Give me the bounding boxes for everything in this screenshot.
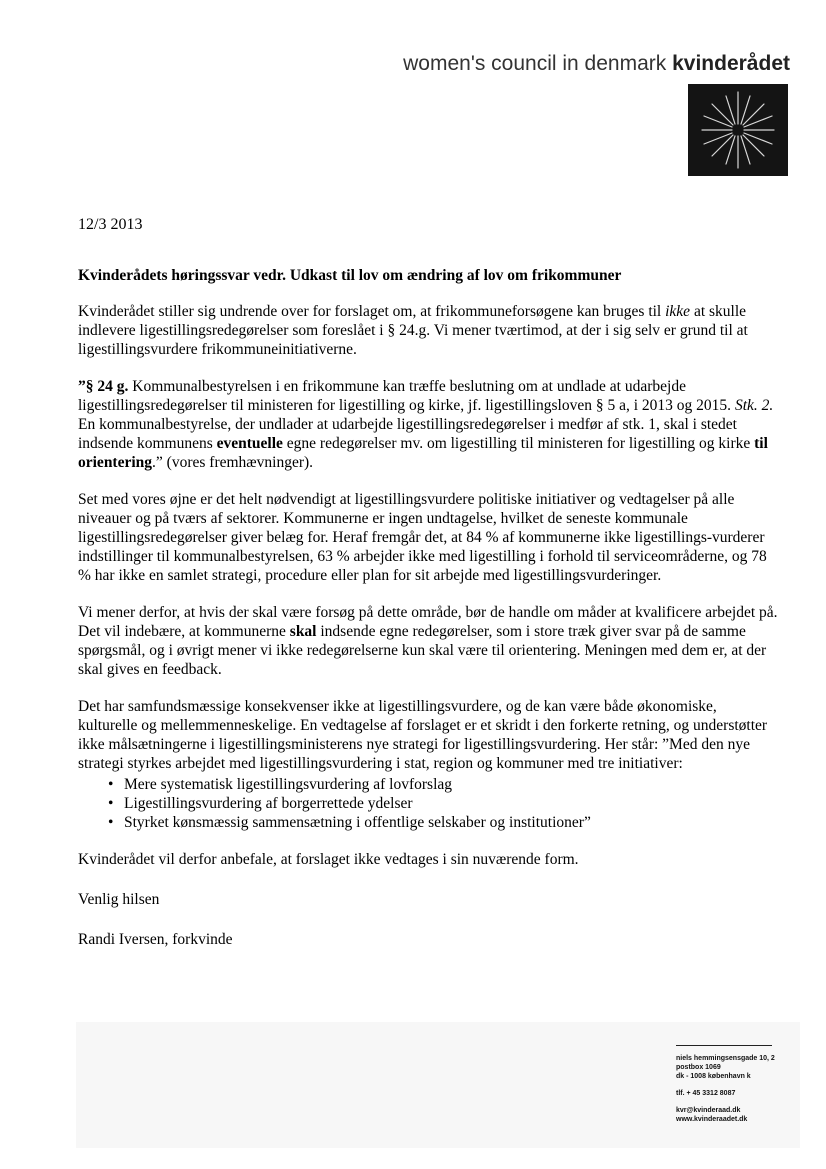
email-link[interactable]: kvr@kvinderaad.dk [676, 1107, 741, 1114]
contact-address [676, 1054, 796, 1124]
initiatives-list [78, 775, 778, 832]
emphasis-text: til orientering [78, 435, 768, 471]
address-street: niels hemmingsensgade 10, 2 [676, 1055, 775, 1062]
letter-subject: Kvinderådets høringssvar vedr. Udkast til lov om ændring af lov om frikommuner [78, 267, 622, 284]
section-reference: ”§ 24 g. [78, 378, 129, 395]
list-item: • Styrket kønsmæssig sammensætning i offentlige selskaber og institutioner” [124, 813, 778, 832]
phone-number: tlf. + 45 3312 8087 [676, 1090, 736, 1097]
list-item: • Mere systematisk ligestillingsvurdering af lovforslag [124, 775, 778, 794]
footer-divider [676, 1045, 772, 1046]
text-run: at skulle indlevere ligestillingsredegørelser som foreslået i § 24.g. Vi mener tværtimod, at der i sig selv er grund til at ligestillingsvurdere frikommuneinitiativerne. [78, 303, 748, 358]
organization-header [403, 52, 790, 76]
list-item: • Ligestillingsvurdering af borgerrettede ydelser [124, 794, 778, 813]
paragraph-statistics: Set med vores øjne er det helt nødvendigt at ligestillingsvurdere politiske initiativer og vedtagelser på alle niveauer og på tværs af sektorer. Kommunerne er ingen undtagelse, hvilket de seneste kommunale ligestillingsredegørelser giver belæg for. Heraf fremgår det, at 84 % af kommunerne ikke ligestillings-vurderer indstillinger til kommunalbestyrelsen, 63 % arbejder ikke med ligestilling i forhold til serviceområderne, og 78 % har ikke en samlet strategi, procedure eller plan for sit arbejde med ligestillingsvurderinger. [78, 491, 767, 584]
paragraph-consequences: Det har samfundsmæssige konsekvenser ikke at ligestillingsvurdere, og de kan være både økonomiske, kulturelle og mellemmenneskelige. En vedtagelse af forslaget er et skridt i den forkerte retning, og understøtter ikke målsætningerne i ligestillingsministerens nye strategi for ligestillingsvurdering. Her står: ”Med den nye strategi styrkes arbejdet med ligestillingsvurdering i stat, region og kommuner med tre initiativer: [78, 698, 768, 772]
text-run: En kommunalbestyrelse, der undlader at udarbejde ligestillingsredegørelser i medfør af stk. 1, skal i stedet indsende kommunens [78, 416, 737, 452]
emphasis-text: skal [289, 623, 317, 640]
text-run: Kommunalbestyrelsen i en frikommune kan træffe beslutning om at undlade at udarbejde ligestillingsredegørelser til ministeren for ligestilling og kirke, jf. ligestillingsloven § 5 a, i 2013 og 2015. [78, 378, 735, 414]
paragraph-intro [78, 302, 778, 359]
paragraph-proposal [78, 603, 778, 679]
subsection-reference: Stk. 2. [734, 397, 774, 414]
closing-greeting: Venlig hilsen [78, 891, 160, 908]
letter-date: 12/3 2013 [78, 216, 143, 233]
starburst-logo-icon [688, 84, 788, 176]
text-run: egne redegørelser mv. om ligestilling til ministeren for ligestilling og kirke [282, 435, 755, 452]
emphasis-text: ikke [665, 303, 691, 320]
emphasis-text: eventuelle [216, 435, 283, 452]
organization-name: women's council in denmark [403, 52, 667, 75]
website-link[interactable]: www.kvinderaadet.dk [676, 1116, 748, 1123]
text-run: indsende egne redegørelser, som i store træk giver svar på de samme spørgsmål, og i øvrigt mener vi ikke redegørelserne kun skal være til orientering. Meningen med dem er, at der skal gives en feedback. [78, 623, 767, 678]
letter-body [78, 215, 778, 967]
text-run: Vi mener derfor, at hvis der skal være forsøg på dette område, bør de handle om måder at kvalificere arbejdet på. Det vil indebære, at kommunerne [78, 604, 778, 640]
text-run: Kvinderådet stiller sig undrende over for forslaget om, at frikommuneforsøgene kan bruges til [78, 303, 666, 320]
brand-name: kvinderådet [672, 52, 790, 75]
paragraph-recommendation: Kvinderådet vil derfor anbefale, at forslaget ikke vedtages i sin nuværende form. [78, 851, 579, 868]
address-city: dk - 1008 københavn k [676, 1073, 751, 1080]
address-postbox: postbox 1069 [676, 1064, 721, 1071]
text-run: .” (vores fremhævninger). [152, 454, 314, 471]
paragraph-law-quote [78, 377, 778, 472]
signature: Randi Iversen, forkvinde [78, 931, 233, 948]
